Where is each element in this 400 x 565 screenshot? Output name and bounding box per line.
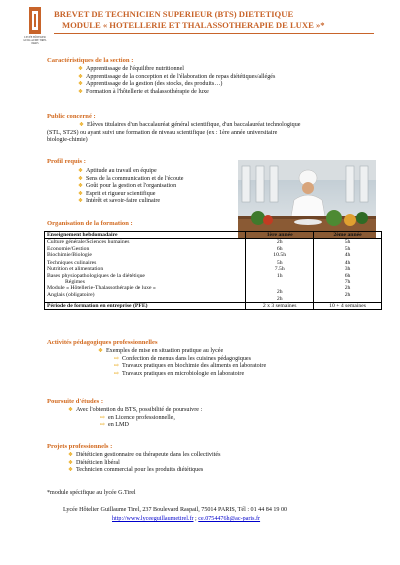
school-logo [20, 6, 50, 52]
arrow-right-icon: ⇨ [114, 363, 120, 370]
arrow-right-icon: ⇨ [100, 414, 106, 421]
table-footer-label: Période de formation en entreprise (PFE) [45, 302, 246, 309]
diamond-bullet-icon: ❖ [78, 183, 83, 190]
section-heading-activites: Activités pédagogiques professionnelles [47, 339, 158, 346]
page-title [54, 9, 394, 31]
profil-list [78, 168, 184, 206]
list-item: ❖ Goût pour la gestion et l'organisation [78, 183, 177, 190]
diamond-bullet-icon: ❖ [98, 348, 103, 354]
list-item: ⇨ Travaux pratiques en microbiologie en laboratoire [114, 370, 245, 377]
list-item: ❖ Apprentissage de la conception et de l'élaboration de repas diététiques/allégés [78, 73, 276, 80]
list-item: ❖ Aptitude au travail en équipe [78, 168, 157, 174]
arrow-right-icon: ⇨ [114, 370, 120, 377]
subjects-column: Culture générale/Sciences humaines Economie/Gestion Biochimie/Biologie Techniques culinaires Nutrition et alimentation Bases physiopathologiques de la diététique Régimes Module « Hôtellerie-Thalassothérapie de luxe » Anglais (obligatoire) [45, 239, 246, 303]
caracteristiques-list [78, 66, 275, 96]
table-footer-year1: 2 x 3 semaines [246, 302, 314, 309]
list-item: ❖ Apprentissage de l'équilibre nutritionnel [78, 66, 185, 72]
diamond-bullet-icon: ❖ [79, 122, 84, 128]
title-divider [54, 33, 374, 34]
table-body [45, 239, 382, 303]
table-footer-row [45, 302, 382, 309]
list-item: ❖ Intérêt et savoir-faire culinaire [78, 198, 161, 205]
year2-column: 5h 5h 4h 4h 3h 6h 7h 2h 2h [314, 239, 382, 303]
table-header-subject: Enseignement hebdomadaire [45, 232, 246, 239]
diamond-bullet-icon: ❖ [78, 198, 83, 205]
projets-list [68, 452, 220, 475]
email-link[interactable]: ce.0754476h@ac-paris.fr [198, 516, 261, 522]
list-item: ❖ Technicien commercial pour les produits diététiques [68, 467, 204, 474]
section-heading-caracteristiques: Caractéristiques de la section : [47, 57, 134, 64]
list-item: ⇨ en LMD [100, 422, 129, 429]
section-heading-public: Public concerné : [47, 113, 96, 120]
website-link[interactable]: http://www.lyceeguillaumetirel.fr [112, 516, 194, 522]
list-item: ❖ Esprit et rigueur scientifique [78, 190, 156, 197]
diamond-bullet-icon: ❖ [68, 407, 73, 413]
list-item: ❖ Diététicien libéral [68, 459, 120, 466]
diamond-bullet-icon: ❖ [68, 467, 73, 474]
list-item: ⇨ Travaux pratiques en biochimie des aliments en laboratoire [114, 363, 267, 370]
chef-photo [238, 160, 376, 238]
list-item: ❖ Avec l'obtention du BTS, possibilité de poursuivre : [68, 407, 203, 413]
section-heading-projets: Projets professionnels : [47, 443, 113, 450]
diamond-bullet-icon: ❖ [78, 175, 83, 182]
footer-links [112, 515, 260, 523]
section-heading-poursuite: Poursuite d'études : [47, 398, 104, 405]
diamond-bullet-icon: ❖ [78, 73, 83, 80]
list-item: ❖ Formation à l'hôtellerie et thalassothérapie de luxe [78, 88, 209, 95]
list-item: ⇨ Confection de menus dans les cuisines pédagogiques [114, 355, 251, 362]
list-item: ❖ Diététicien gestionnaire ou thérapeute dans les collectivités [68, 452, 221, 458]
diamond-bullet-icon: ❖ [78, 190, 83, 197]
poursuite-block [68, 407, 202, 430]
diamond-bullet-icon: ❖ [78, 66, 83, 72]
public-text: ❖ Elèves titulaires d'un baccalauréat général scientifique, d'un baccalauréat technologique (STL, ST2S) ou ayant suivi une formation de niveau scientifique (ex : 1ère année universitaire biologie-chimie) [47, 122, 301, 144]
schedule-table [44, 231, 382, 310]
table-header-row [45, 232, 382, 239]
arrow-right-icon: ⇨ [114, 355, 120, 362]
footer-address: Lycée Hôtelier Guillaume Tirel, 237 Boulevard Raspail, 75014 PARIS, Tél : 01 44 84 19 00 [63, 507, 288, 513]
diamond-bullet-icon: ❖ [78, 88, 83, 95]
arrow-right-icon: ⇨ [100, 422, 106, 429]
section-heading-organisation: Organisation de la formation : [47, 220, 133, 227]
footer-separator: ; [193, 516, 199, 522]
diamond-bullet-icon: ❖ [78, 168, 83, 174]
section-heading-profil: Profil requis : [47, 158, 86, 165]
year1-column: 2h 6h 10.5h 5h 7.5h 1h 2h 2h [246, 239, 314, 303]
title-line-1: BREVET DE TECHNICIEN SUPERIEUR (BTS) DIETETIQUE [54, 9, 294, 19]
list-item: ❖ Apprentissage de la gestion (des stocks, des produits…) [78, 81, 223, 88]
footnote: *module spécifique au lycée G.Tirel [47, 490, 136, 496]
activites-block [98, 348, 266, 378]
list-item: ❖ Sens de la communication et de l'écoute [78, 175, 184, 182]
chef-kitchen-illustration [238, 160, 376, 238]
logo-text: LYCÉE HÔTELIER GUILLAUME TIREL PARIS [23, 36, 47, 45]
table-header-year2: 2ème année [314, 232, 382, 239]
list-item: ❖ Exemples de mise en situation pratique au lycée [98, 348, 224, 354]
logo-mark-icon [20, 6, 50, 36]
title-line-2: MODULE « HOTELLERIE ET THALASSOTHERAPIE DE LUXE »* [62, 20, 325, 30]
diamond-bullet-icon: ❖ [68, 459, 73, 466]
table-footer-year2: 10 + 4 semaines [314, 302, 382, 309]
diamond-bullet-icon: ❖ [68, 452, 73, 458]
diamond-bullet-icon: ❖ [78, 81, 83, 88]
list-item: ⇨ en Licence professionnelle, [100, 414, 175, 421]
table-header-year1: 1ère année [246, 232, 314, 239]
